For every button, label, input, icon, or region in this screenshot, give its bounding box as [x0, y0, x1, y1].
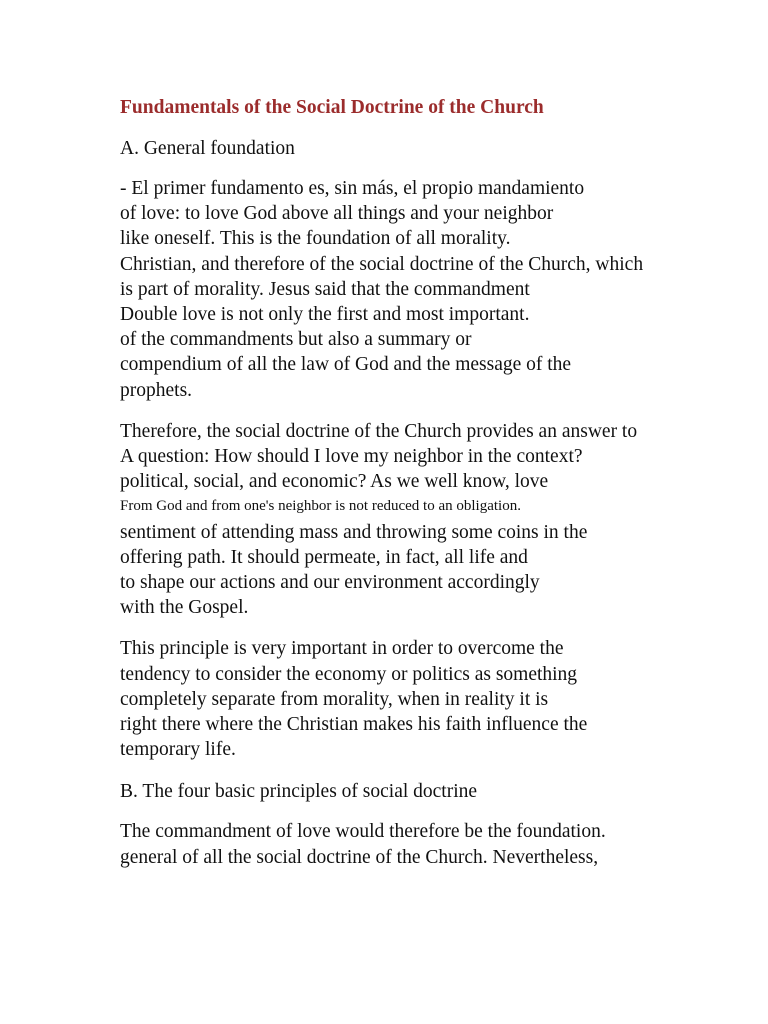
paragraph-line: political, social, and economic? As we well know, love	[120, 471, 549, 493]
paragraph-line: prophets.	[120, 379, 193, 401]
paragraph-3	[120, 636, 760, 762]
paragraph-line: A question: How should I love my neighbor in the context?	[120, 446, 583, 468]
paragraph-line: of love: to love God above all things and your neighbor	[120, 203, 554, 225]
section-heading-b: B. The four basic principles of social doctrine	[120, 781, 478, 803]
paragraph-line: temporary life.	[120, 739, 236, 761]
paragraph-line: general of all the social doctrine of the Church. Nevertheless,	[120, 846, 599, 868]
paragraph-line: compendium of all the law of God and the message of the	[120, 354, 572, 376]
paragraph-line: Therefore, the social doctrine of the Church provides an answer to	[120, 420, 638, 442]
paragraph-line: like oneself. This is the foundation of all morality.	[120, 228, 511, 250]
paragraph-line: of the commandments but also a summary or	[120, 329, 472, 351]
paragraph-line: sentiment of attending mass and throwing some coins in the	[120, 521, 588, 543]
paragraph-1	[120, 176, 760, 403]
paragraph-line: Double love is not only the first and most important.	[120, 304, 530, 326]
paragraph-line: From God and from one's neighbor is not reduced to an obligation.	[120, 498, 521, 515]
paragraph-line: is part of morality. Jesus said that the commandment	[120, 278, 530, 300]
paragraph-line: to shape our actions and our environment accordingly	[120, 572, 540, 594]
paragraph-line: right there where the Christian makes his faith influence the	[120, 714, 588, 736]
section-heading-a: A. General foundation	[120, 138, 295, 159]
document-title: Fundamentals of the Social Doctrine of the Church	[120, 97, 544, 118]
document-body	[120, 94, 760, 886]
paragraph-line: The commandment of love would therefore be the foundation.	[120, 821, 606, 843]
paragraph-line: with the Gospel.	[120, 597, 249, 619]
paragraph-line: completely separate from morality, when in reality it is	[120, 688, 549, 710]
paragraph-line: offering path. It should permeate, in fact, all life and	[120, 546, 528, 568]
paragraph-line: - El primer fundamento es, sin más, el propio mandamiento	[120, 178, 585, 199]
paragraph-4	[120, 819, 760, 869]
paragraph-line: Christian, and therefore of the social doctrine of the Church, which	[120, 253, 644, 275]
paragraph-2	[120, 419, 760, 621]
paragraph-line: This principle is very important in order to overcome the	[120, 638, 564, 660]
paragraph-line: tendency to consider the economy or politics as something	[120, 663, 578, 685]
